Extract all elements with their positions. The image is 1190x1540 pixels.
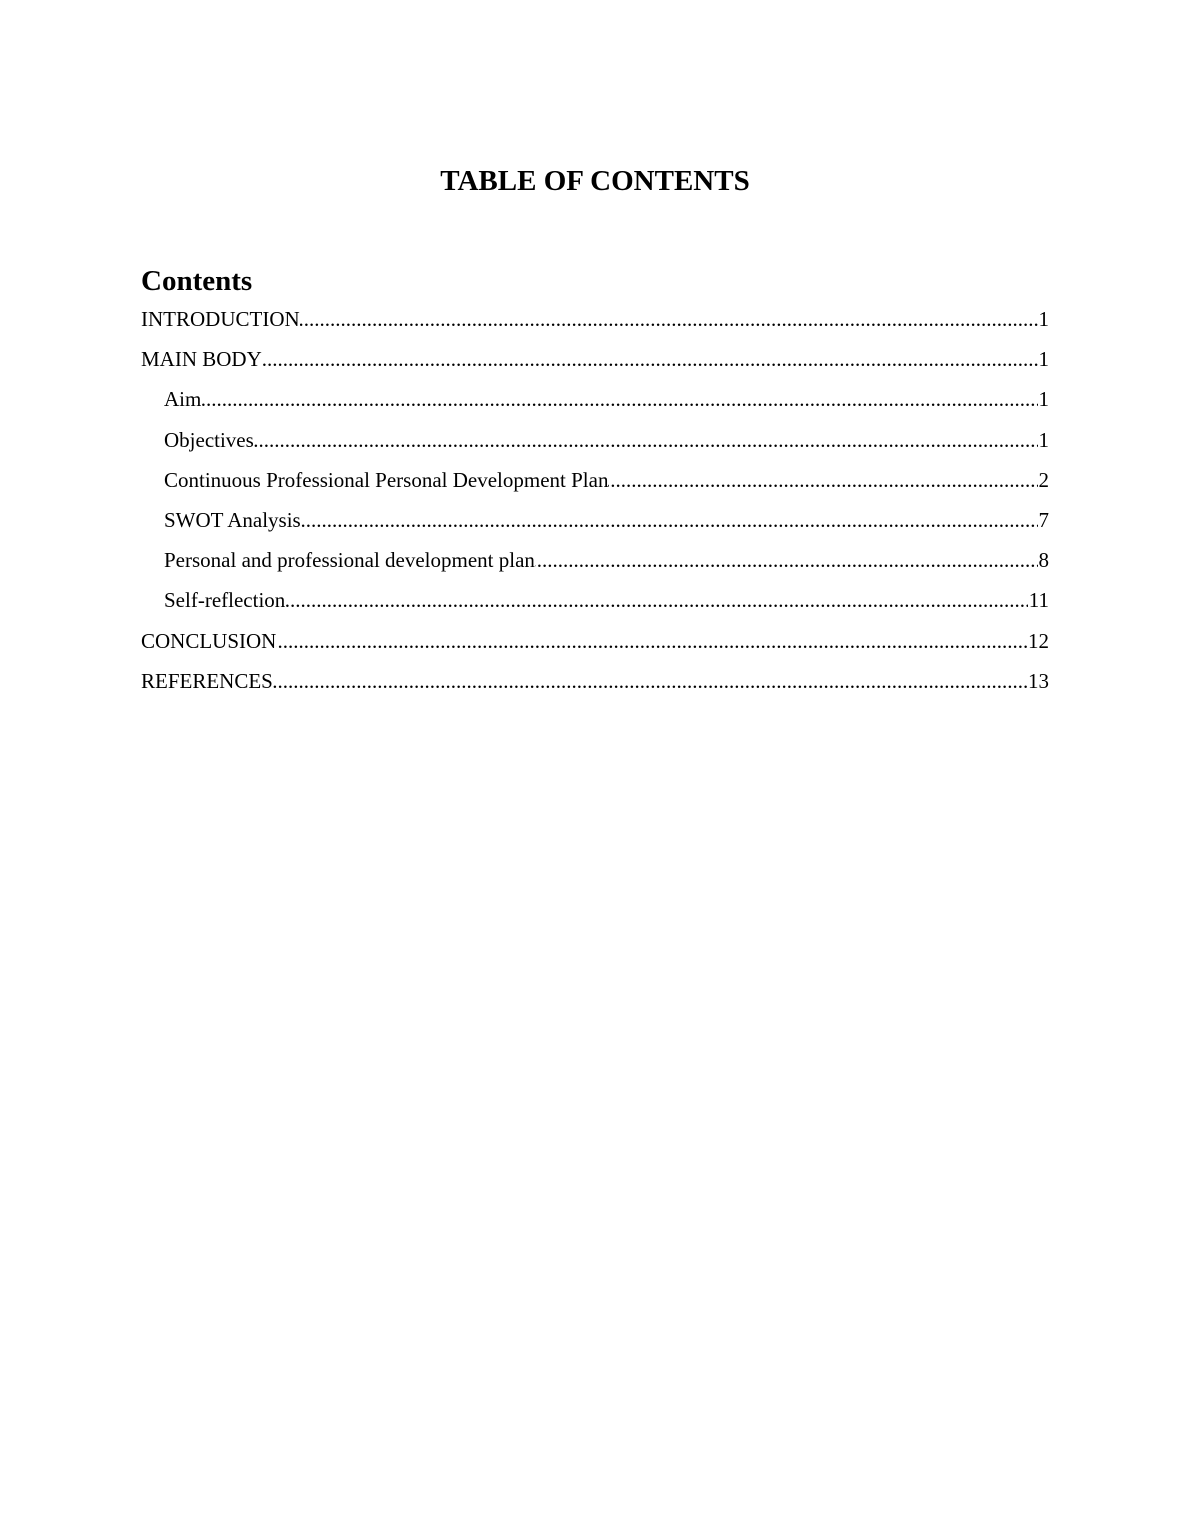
toc-entry-page-number: 2 (1038, 464, 1050, 496)
toc-entry-label: Self-reflection (164, 588, 286, 613)
toc-entry-label: SWOT Analysis (164, 507, 301, 532)
page-title: TABLE OF CONTENTS (440, 165, 750, 197)
toc-entry-swot-analysis[interactable] (141, 504, 1049, 544)
dot-leader (164, 584, 1049, 616)
toc-entry-label: Aim (164, 387, 202, 412)
dot-leader (141, 343, 1049, 375)
toc-entry-aim[interactable] (141, 383, 1049, 423)
toc-entry-main-body[interactable] (141, 343, 1049, 383)
dot-leader (164, 383, 1049, 415)
dot-leader (141, 625, 1049, 657)
toc-entry-label: CONCLUSION (141, 628, 277, 653)
dot-leader (164, 424, 1049, 456)
contents-heading: Contents (141, 265, 253, 297)
toc-entry-page-number: 12 (1027, 625, 1049, 657)
toc-entry-page-number: 7 (1038, 504, 1050, 536)
toc-entry-page-number: 8 (1038, 544, 1050, 576)
toc-entry-page-number: 1 (1038, 303, 1050, 335)
toc-entry-page-number: 11 (1028, 584, 1049, 616)
toc-entry-continuous-development-plan[interactable] (141, 464, 1049, 504)
toc-entry-label: Objectives (164, 427, 254, 452)
toc-entry-page-number: 1 (1038, 383, 1050, 415)
toc-entry-page-number: 1 (1038, 343, 1050, 375)
toc-entry-label: Personal and professional development plan (164, 548, 535, 573)
toc-entry-page-number: 1 (1038, 424, 1050, 456)
table-of-contents (141, 303, 1049, 705)
toc-entry-page-number: 13 (1027, 665, 1049, 697)
dot-leader (141, 665, 1049, 697)
toc-entry-objectives[interactable] (141, 424, 1049, 464)
toc-entry-references[interactable] (141, 665, 1049, 705)
toc-entry-label: INTRODUCTION (141, 307, 300, 331)
toc-entry-conclusion[interactable] (141, 625, 1049, 665)
toc-entry-self-reflection[interactable] (141, 584, 1049, 624)
toc-entry-label: MAIN BODY (141, 347, 262, 372)
toc-entry-personal-professional-plan[interactable] (141, 544, 1049, 584)
toc-entry-introduction[interactable] (141, 303, 1049, 343)
toc-entry-label: REFERENCES (141, 668, 273, 693)
toc-entry-label: Continuous Professional Personal Development Plan (164, 467, 609, 492)
